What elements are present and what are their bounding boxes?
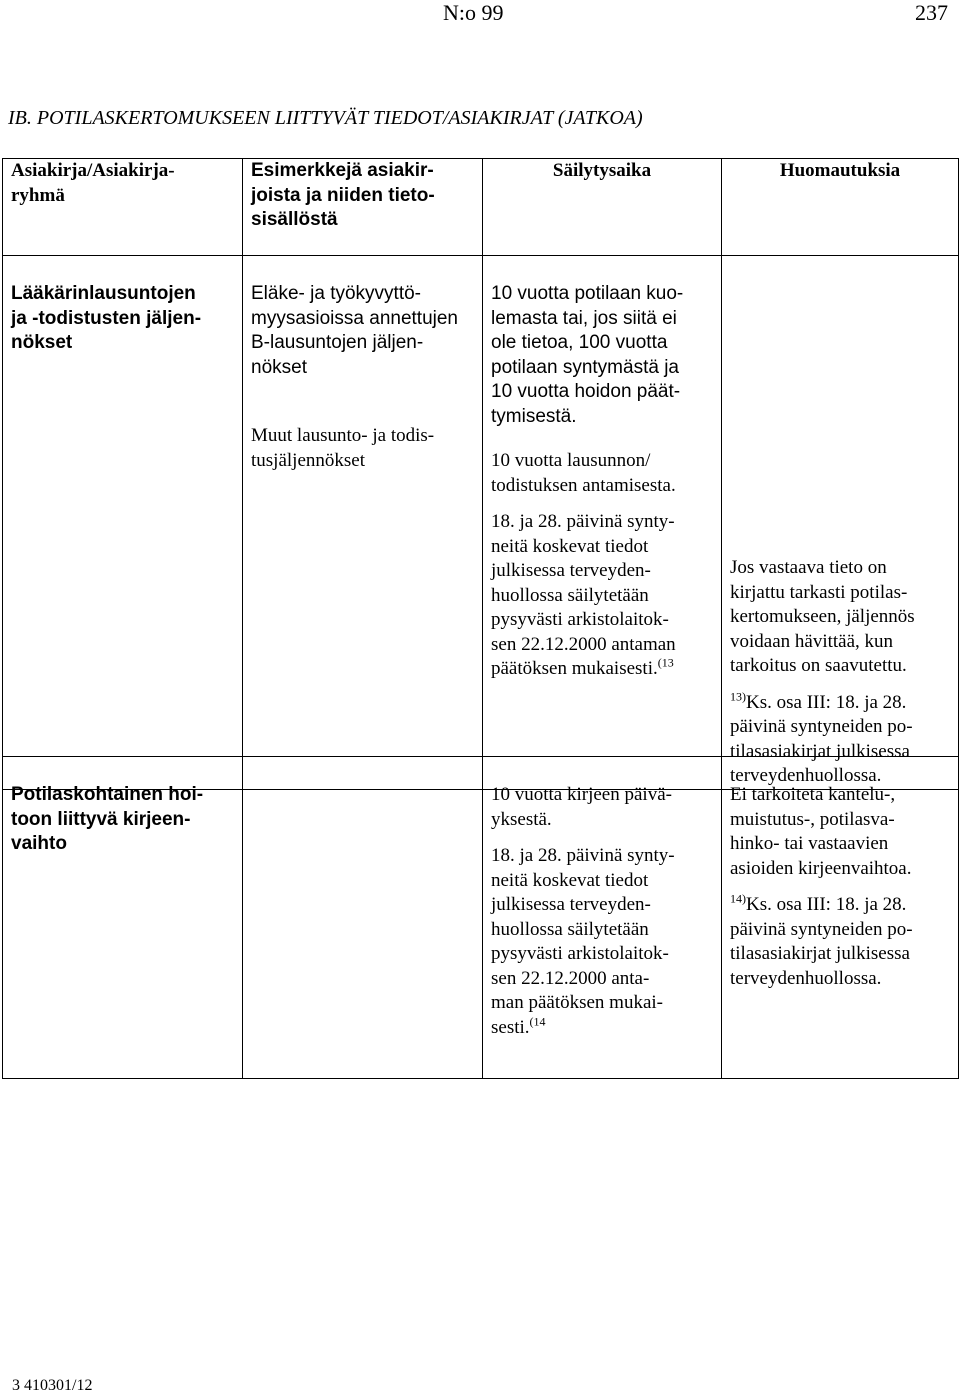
retention-b-statements: 10 vuotta potilaan kuo- lemasta tai, jos siitä ei ole tietoa, 100 vuotta potilaan syntymästä ja 10 vuotta hoidon päät- tymisestä. <box>491 283 684 427</box>
table-row <box>3 256 959 790</box>
example-b-statements: Eläke- ja työkyvyttö- myysasioissa annettujen B-lausuntojen jäljen- nökset <box>251 283 458 378</box>
header-remarks: Huomautuksia <box>722 159 959 256</box>
remark-not-complaints: Ei tarkoiteta kantelu-, muistutus-, potilasva- hinko- tai vastaavien asioiden kirjeenvaihtoa. <box>730 784 912 879</box>
cell-remarks <box>722 256 959 790</box>
issue-number: N:o 99 <box>443 0 504 25</box>
remark-copy-destroy: Jos vastaava tieto on kirjattu tarkasti potilas- kertomukseen, jäljennös voidaan hävittää, kun tarkoitus on saavutettu. <box>730 557 915 676</box>
records-table <box>2 158 959 790</box>
cell-document-group: Lääkärinlausuntojen ja -todistusten jäljen- nökset <box>3 256 243 790</box>
cell-retention <box>483 757 722 1079</box>
footer-code: 3 410301/12 <box>12 1377 93 1394</box>
retention-letters: 10 vuotta kirjeen päivä- yksestä. <box>491 784 672 830</box>
retention-archive-note: 18. ja 28. päivinä synty- neitä koskevat tiedot julkisessa terveyden- huollossa säilytetään pysyvästi arkistolaitok- sen 22.12.2000 antaman päätöksen mukaisesti.$^{(13}$ <box>491 511 676 679</box>
cell-remarks <box>722 757 959 1079</box>
section-title: IB. POTILASKERTOMUKSEEN LIITTYVÄT TIEDOT/ASIAKIRJAT (JATKOA) <box>8 107 643 129</box>
page-number: 237 <box>915 0 948 25</box>
retention-archive-note: 18. ja 28. päivinä synty- neitä koskevat tiedot julkisessa terveyden- huollossa säilytetään pysyvästi arkistolaitok- sen 22.12.2000 anta- man päätöksen mukai- sesti.$^{(14}$ <box>491 845 675 1038</box>
correspondence-table <box>2 756 959 1079</box>
cell-examples <box>243 757 483 1079</box>
header-retention: Säilytysaika <box>483 159 722 256</box>
cell-examples <box>243 256 483 790</box>
header-document-group: Asiakirja/Asiakirja- ryhmä <box>3 159 243 256</box>
footnote-ref-14: (14 <box>529 1014 546 1029</box>
table-row <box>3 757 959 1079</box>
footnote-ref-13: (13 <box>657 655 674 670</box>
example-other-statements: Muut lausunto- ja todis- tusjäljennökset <box>251 425 435 471</box>
cell-retention <box>483 256 722 790</box>
remark-footnote-13: $^{13)}$Ks. osa III: 18. ja 28. päivinä syntyneiden po- tilasasiakirjat julkisessa terveydenhuollossa. <box>730 689 913 786</box>
header-examples: Esimerkkejä asiakir- joista ja niiden tieto- sisällöstä <box>243 159 483 256</box>
retention-other-statements: 10 vuotta lausunnon/ todistuksen antamisesta. <box>491 450 676 496</box>
remark-footnote-14: $^{14)}$Ks. osa III: 18. ja 28. päivinä syntyneiden po- tilasasiakirjat julkisessa terveydenhuollossa. <box>730 891 913 989</box>
table-header-row <box>3 159 959 256</box>
cell-document-group: Potilaskohtainen hoi- toon liittyvä kirjeen- vaihto <box>3 757 243 1079</box>
